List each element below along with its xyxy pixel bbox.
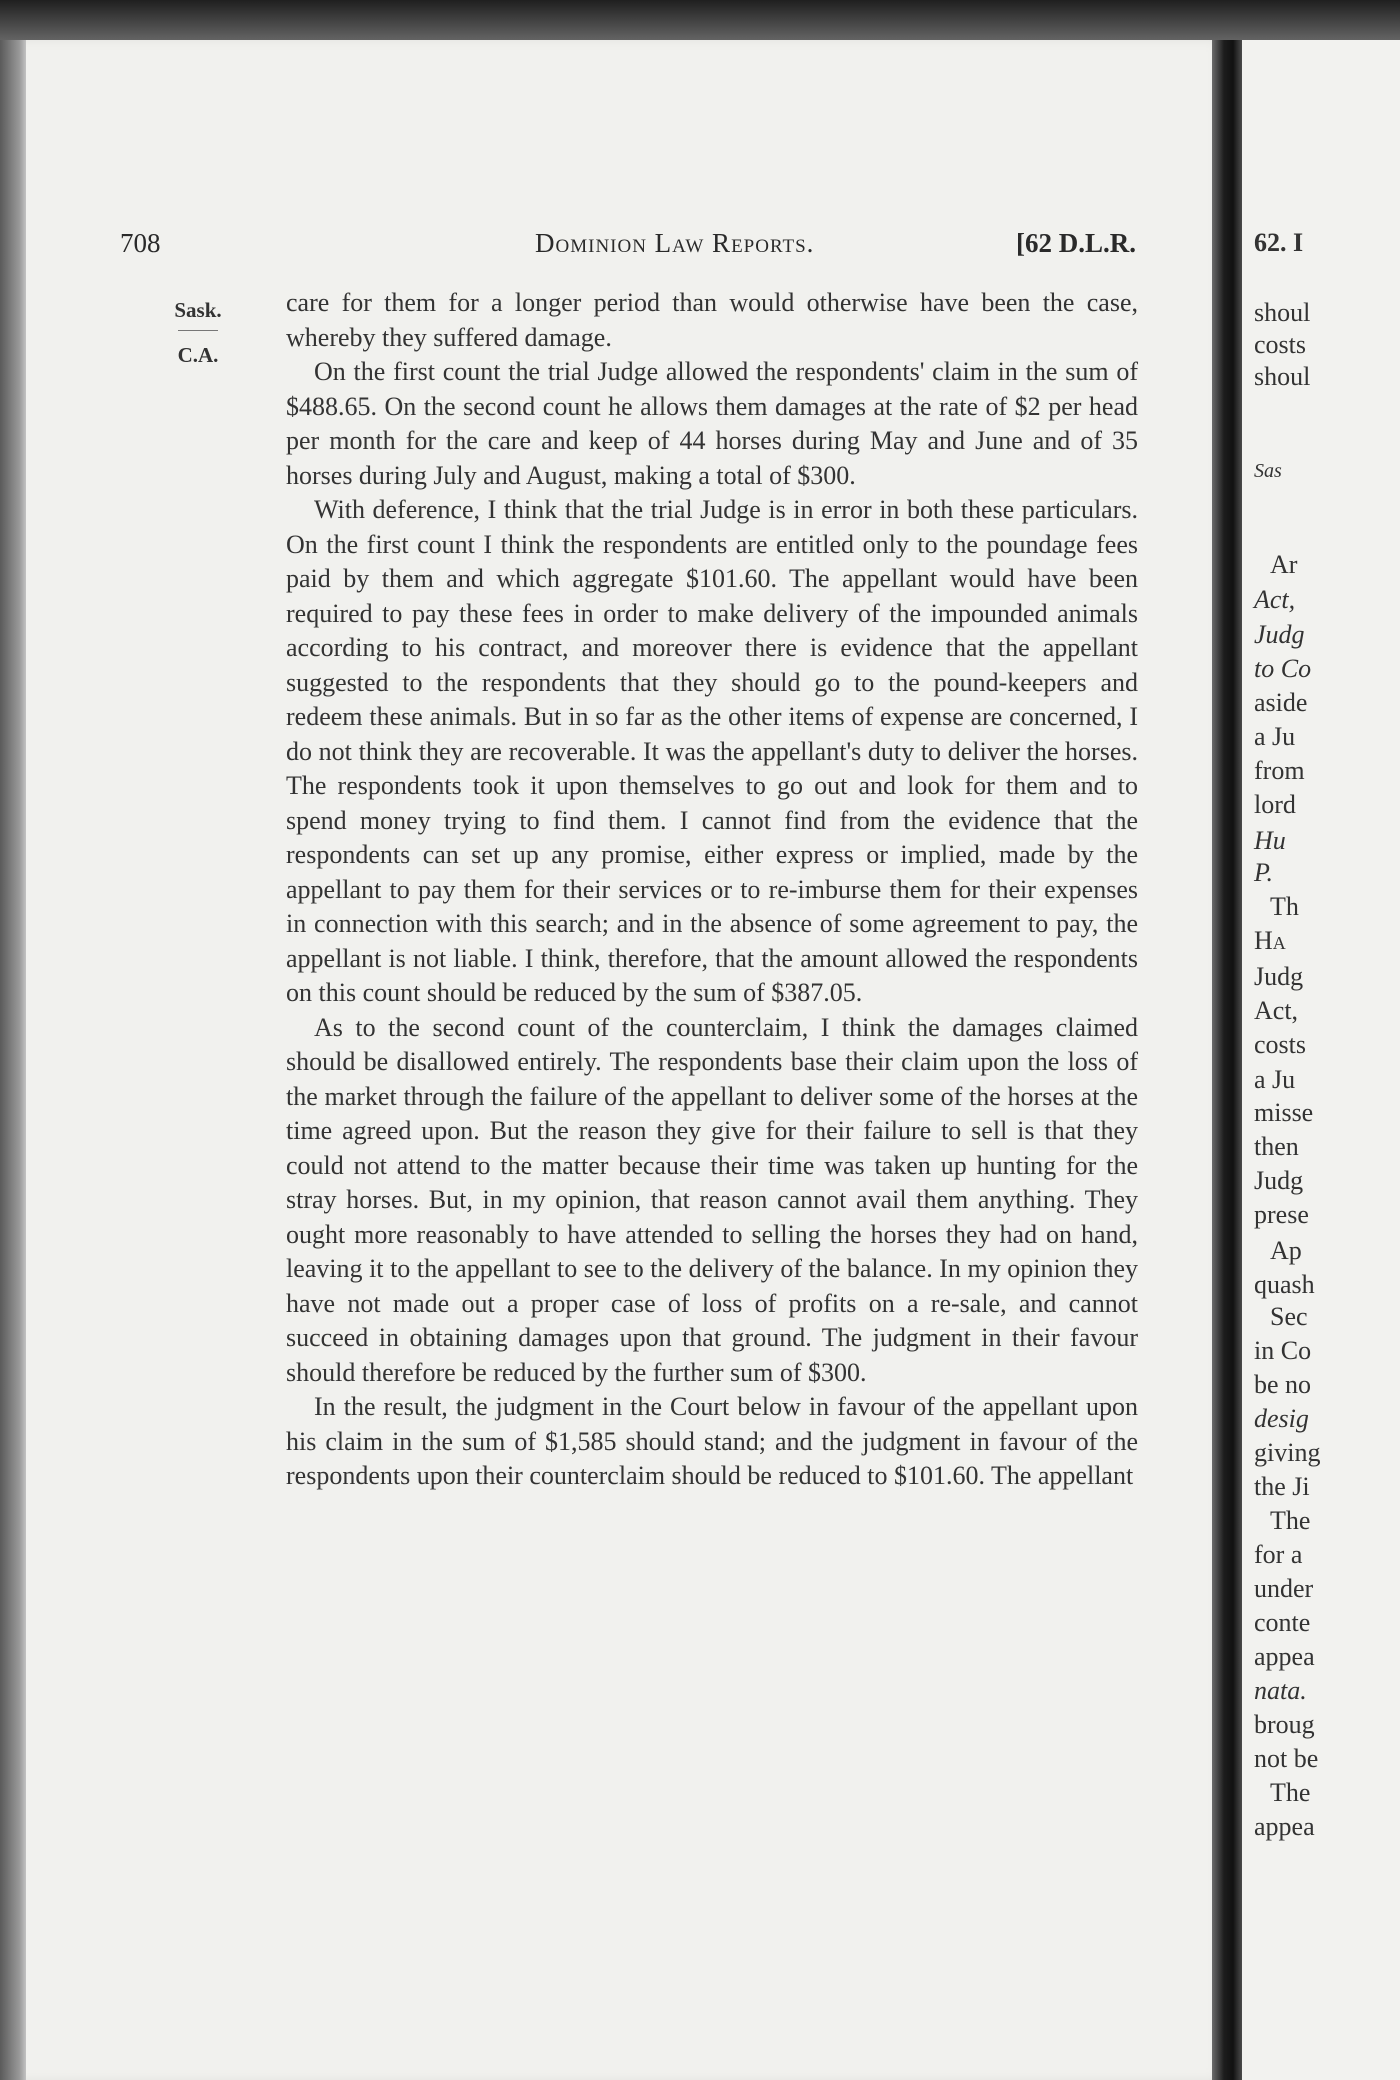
- facing-page-line: misse: [1254, 1098, 1314, 1127]
- paragraph: With deference, I think that the trial Judge is in error in both these particulars. On the first count I think the respondents are entitled only to the poundage fees paid by them and which aggregate $101.60. The appellant would have been required to pay these fees in order to make delivery of the impounded animals according to his contract, and moreover there is evidence that the appellant suggested to the respondents that they should go to the pound-keepers and redeem these animals. But in so far as the other items of expense are concerned, I do not think they are recoverable. It was the appellant's duty to deliver the horses. The respondents took it upon themselves to go out and look for them and to spend money trying to find them. I cannot find from the evidence that the respondents can set up any promise, either express or implied, made by the appellant to pay them for their services or to re-imburse them for their expenses in connection with this search; and in the absence of some agreement to pay, the appellant is not liable. I think, therefore, that the amount allowed the respondents on this count should be reduced by the sum of $387.05.: [286, 495, 1138, 1007]
- facing-page-line: a Ju: [1254, 722, 1296, 751]
- facing-page-header: 62. I: [1254, 228, 1304, 257]
- facing-page-line: Judg: [1254, 620, 1305, 649]
- paragraph: care for them for a longer period than would otherwise have been the case, whereby they suffered damage.: [286, 288, 1138, 352]
- facing-page-line: from: [1254, 756, 1305, 785]
- book-gutter: [1212, 40, 1242, 2080]
- facing-page-line: Th: [1270, 892, 1299, 921]
- facing-page-line: giving: [1254, 1438, 1321, 1467]
- facing-page-line: aside: [1254, 688, 1308, 717]
- facing-page-line: appea: [1254, 1642, 1315, 1671]
- facing-page-line: conte: [1254, 1608, 1311, 1637]
- book-left-edge: [0, 40, 28, 2080]
- facing-page-line: costs: [1254, 330, 1306, 359]
- facing-page-line: be no: [1254, 1370, 1312, 1399]
- facing-page-line: broug: [1254, 1710, 1315, 1739]
- paragraph: On the first count the trial Judge allowed the respondents' claim in the sum of $488.65. On the second count he allows them damages at the rate of $2 per head per month for the care and keep of 44 horses during May and June and of 35 horses during July and August, making a total of $300.: [286, 357, 1138, 490]
- facing-page-line: P.: [1254, 858, 1274, 887]
- facing-page: [1242, 40, 1400, 2080]
- page-number: 708: [120, 228, 161, 258]
- paragraph: As to the second count of the counterclaim, I think the damages claimed should be disallowed entirely. The respondents base their claim upon the loss of the market through the failure of the appellant to deliver some of the horses at the time agreed upon. But the reason they give for their failure to sell is that they could not attend to the matter because their time was taken up hunting for the stray horses. But, in my opinion, that reason cannot avail them anything. They ought more reasonably to have attended to selling the horses they had on hand, leaving it to the appellant to see to the delivery of the balance. In my opinion they have not made out a proper case of loss of profits on a re-sale, and cannot succeed in obtaining damages upon that ground. The judgment in their favour should therefore be reduced by the further sum of $300.: [286, 1012, 1138, 1387]
- facing-page-line: Ap: [1270, 1236, 1302, 1265]
- facing-page-line: quash: [1254, 1270, 1315, 1299]
- facing-page-line: appea: [1254, 1812, 1315, 1841]
- facing-page-line: to Co: [1254, 654, 1312, 683]
- facing-page-line: shoul: [1254, 362, 1311, 391]
- margin-note-division: C.A.: [177, 343, 219, 367]
- facing-page-line: Ha: [1254, 926, 1286, 955]
- facing-page-line: costs: [1254, 1030, 1306, 1059]
- facing-page-line: in Co: [1254, 1336, 1312, 1365]
- body-text: [286, 286, 1138, 1494]
- facing-page-line: the Ji: [1254, 1472, 1310, 1501]
- facing-page-line: Sas: [1254, 460, 1282, 482]
- volume-reference: [62 D.L.R.: [1016, 228, 1136, 258]
- facing-page-line: then: [1254, 1132, 1299, 1161]
- facing-page-line: Judg: [1254, 1166, 1304, 1195]
- facing-page-line: Hu: [1254, 826, 1286, 855]
- facing-page-line: Act,: [1254, 996, 1299, 1025]
- facing-page-line: desig: [1254, 1404, 1309, 1433]
- page-header: [120, 228, 1136, 268]
- facing-page-line: Sec: [1270, 1302, 1308, 1331]
- facing-page-line: lord: [1254, 790, 1296, 819]
- facing-page-line: for a: [1254, 1540, 1303, 1569]
- running-title: Dominion Law Reports.: [535, 228, 815, 258]
- margin-note-court: Sask.: [174, 298, 222, 322]
- facing-page-line: a Ju: [1254, 1065, 1296, 1094]
- facing-page-line: The: [1270, 1506, 1311, 1535]
- paragraph: In the result, the judgment in the Court below in favour of the appellant upon his claim in the sum of $1,585 should stand; and the judgment in favour of the respondents upon their counterclaim should be reduced to $101.60. The appellant: [286, 1392, 1138, 1490]
- facing-page-line: not be: [1254, 1744, 1319, 1773]
- facing-page-line: shoul: [1254, 298, 1311, 327]
- facing-page-line: prese: [1254, 1200, 1309, 1229]
- margin-note-divider: [178, 330, 218, 331]
- facing-page-line: Ar: [1270, 550, 1298, 579]
- facing-page-line: The: [1270, 1778, 1311, 1807]
- facing-page-line: Judg: [1254, 962, 1304, 991]
- facing-page-line: Act,: [1254, 585, 1296, 614]
- facing-page-line: under: [1254, 1574, 1314, 1603]
- scan-top-edge: [0, 0, 1400, 44]
- facing-page-line: nata.: [1254, 1676, 1307, 1705]
